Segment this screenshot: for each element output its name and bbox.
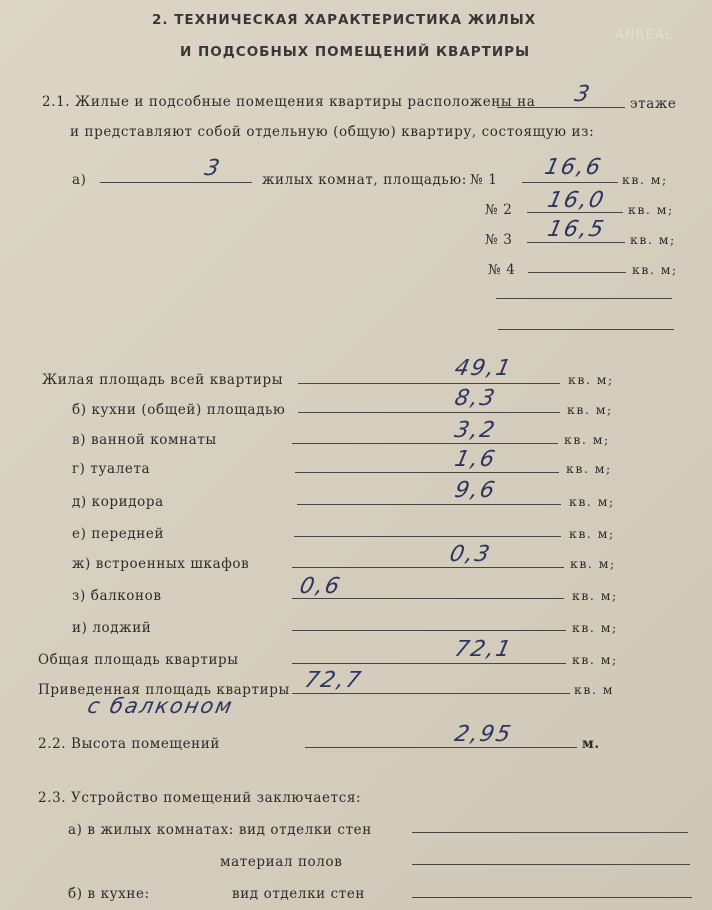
room-value-1: 16,6 <box>542 155 605 180</box>
kitchen-line <box>298 412 560 413</box>
room-label-3: № 3 <box>485 232 513 248</box>
loggias-unit: кв. м; <box>572 620 618 635</box>
s23-rooms-floor-line <box>412 864 690 865</box>
living-unit: кв. м; <box>568 372 614 387</box>
corridor-label: д) коридора <box>72 494 164 510</box>
loggias-line <box>292 630 566 631</box>
room-line-4 <box>528 272 626 273</box>
closets-line <box>292 567 564 568</box>
reduced-value: 72,7 <box>302 668 365 693</box>
corridor-unit: кв. м; <box>569 494 615 509</box>
bathroom-line <box>292 443 558 444</box>
bathroom-label: в) ванной комнаты <box>72 432 217 448</box>
room-unit-2: кв. м; <box>628 202 674 217</box>
s21-line1: 2.1. Жилые и подсобные помещения квартиры расположены на <box>42 94 536 110</box>
kitchen-unit: кв. м; <box>567 402 613 417</box>
s23-kitchen-prefix: б) в кухне: <box>68 886 150 902</box>
living-line <box>298 383 560 384</box>
bathroom-value: 3,2 <box>452 418 499 443</box>
blank-line-2 <box>498 329 674 330</box>
s22-value: 2,95 <box>452 722 515 747</box>
total-unit: кв. м; <box>572 652 618 667</box>
room-label-4: № 4 <box>488 262 516 278</box>
s23-kitchen-walls-line <box>412 897 692 898</box>
rooms-prefix: а) <box>72 172 87 188</box>
s21-line2: и представляют собой отдельную (общую) квартиру, состоящую из: <box>70 124 595 140</box>
hall-unit: кв. м; <box>569 526 615 541</box>
loggias-label: и) лоджий <box>72 620 152 636</box>
balconies-value: 0,6 <box>297 574 344 599</box>
corridor-value: 9,6 <box>452 478 499 503</box>
s23-rooms-walls-line <box>412 832 688 833</box>
floor-line <box>497 107 625 108</box>
room-value-2: 16,0 <box>545 188 608 213</box>
s22-label: 2.2. Высота помещений <box>38 736 220 752</box>
s22-unit: м. <box>582 736 600 752</box>
total-value: 72,1 <box>452 637 515 662</box>
living-value: 49,1 <box>452 356 515 381</box>
corridor-line <box>297 504 561 505</box>
room-label-2: № 2 <box>485 202 513 218</box>
s23-rooms-floor: материал полов <box>220 854 343 870</box>
section-title-line2: И ПОДСОБНЫХ ПОМЕЩЕНИЙ КВАРТИРЫ <box>180 44 531 60</box>
room-line-1 <box>522 182 618 183</box>
total-label: Общая площадь квартиры <box>38 652 239 668</box>
rooms-text: жилых комнат, площадью: <box>262 172 467 188</box>
room-unit-1: кв. м; <box>622 172 668 187</box>
reduced-label: Приведенная площадь квартиры <box>38 682 290 698</box>
room-unit-3: кв. м; <box>630 232 676 247</box>
room-line-3 <box>527 242 625 243</box>
floor-value: 3 <box>572 82 594 107</box>
balconies-label: з) балконов <box>72 588 162 604</box>
room-value-3: 16,5 <box>545 217 608 242</box>
room-label-1: № 1 <box>470 172 498 188</box>
toilet-value: 1,6 <box>452 447 499 472</box>
reduced-unit: кв. м <box>574 682 615 697</box>
floor-suffix: этаже <box>630 96 677 112</box>
bathroom-unit: кв. м; <box>564 432 610 447</box>
total-line <box>292 663 566 664</box>
closets-unit: кв. м; <box>570 556 616 571</box>
kitchen-label: б) кухни (общей) площадью <box>72 402 286 418</box>
toilet-unit: кв. м; <box>566 461 612 476</box>
closets-label: ж) встроенных шкафов <box>72 556 250 572</box>
room-unit-4: кв. м; <box>632 262 678 277</box>
reduced-note: с балконом <box>85 694 236 718</box>
kitchen-value: 8,3 <box>452 386 499 411</box>
rooms-count-line <box>100 182 252 183</box>
s23-rooms-walls: а) в жилых комнатах: вид отделки стен <box>68 822 372 838</box>
s22-line <box>305 747 577 748</box>
section-title-line1: 2. ТЕХНИЧЕСКАЯ ХАРАКТЕРИСТИКА ЖИЛЫХ <box>152 12 537 28</box>
s23-kitchen-walls: вид отделки стен <box>232 886 366 902</box>
hall-line <box>294 536 561 537</box>
living-label: Жилая площадь всей квартиры <box>42 372 284 388</box>
rooms-count-value: 3 <box>202 156 224 181</box>
s23-label: 2.3. Устройство помещений заключается: <box>38 790 362 806</box>
balconies-unit: кв. м; <box>572 588 618 603</box>
hall-label: е) передней <box>72 526 165 542</box>
reduced-line <box>292 693 570 694</box>
watermark: ANREAL <box>615 28 673 43</box>
toilet-line <box>295 472 559 473</box>
blank-line-1 <box>496 298 672 299</box>
closets-value: 0,3 <box>447 542 494 567</box>
toilet-label: г) туалета <box>72 461 151 477</box>
